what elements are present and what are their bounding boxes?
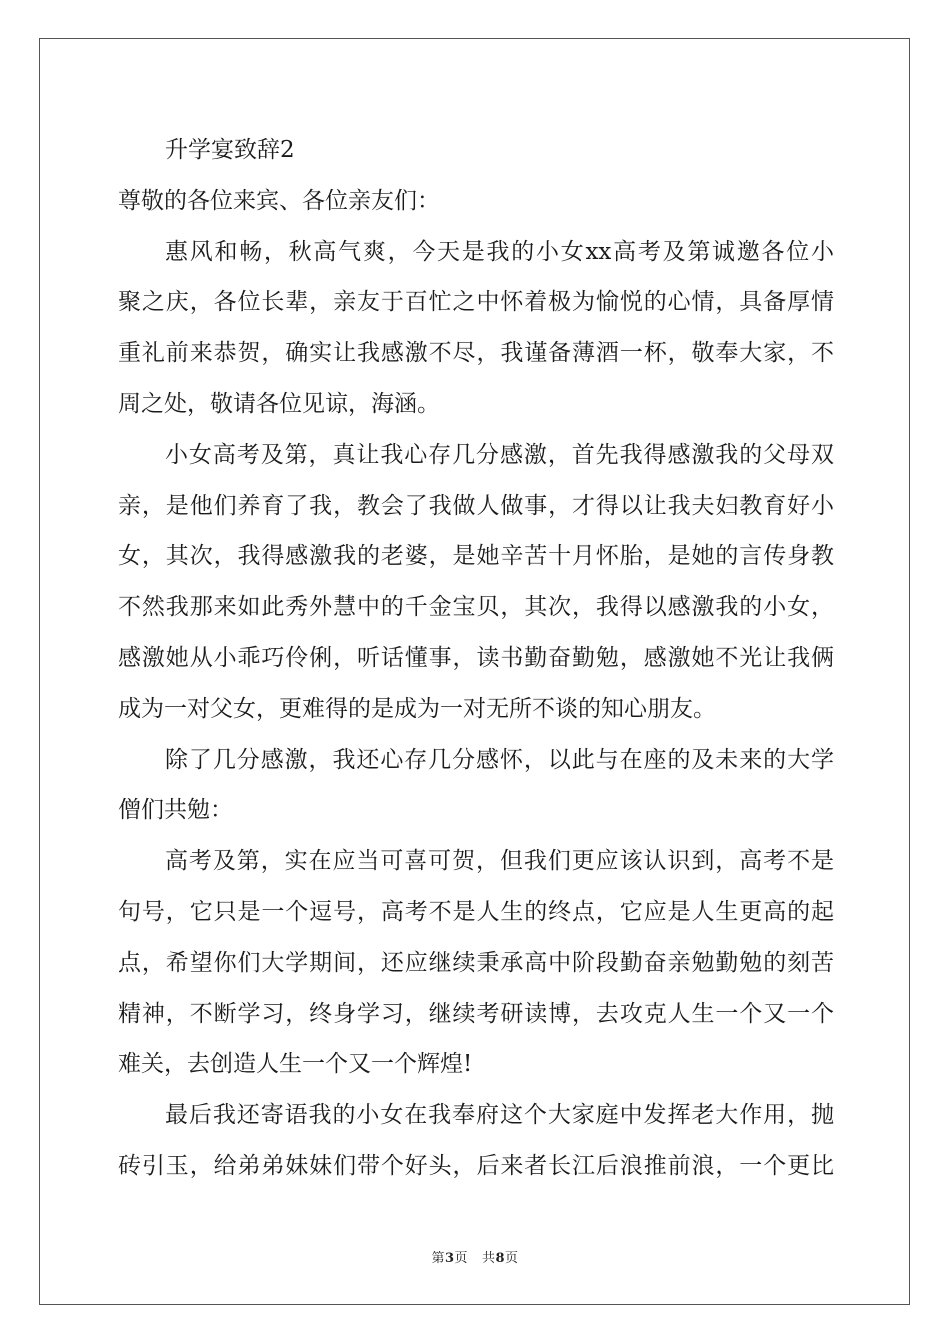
text-line: 除了几分感激，我还心存几分感怀，以此与在座的及未来的大学 <box>165 746 834 773</box>
footer-page-number: 3 <box>444 1251 455 1266</box>
text-line: 成为一对父女，更难得的是成为一对无所不谈的知心朋友。 <box>118 695 716 722</box>
footer-total-prefix: 共 <box>481 1251 496 1266</box>
text-line: 重礼前来恭贺，确实让我感激不尽，我谨备薄酒一杯，敬奉大家，不 <box>118 340 834 367</box>
text-line: 最后我还寄语我的小女在我奉府这个大家庭中发挥老大作用，抛 <box>165 1102 834 1129</box>
text-line: 精神，不断学习，终身学习，继续考研读博，去攻克人生一个又一个 <box>118 1000 834 1027</box>
page-footer <box>0 1247 950 1266</box>
text-line: 惠风和畅，秋高气爽，今天是我的小女xx高考及第诚邀各位小 <box>165 238 834 265</box>
text-line: 聚之庆，各位长辈，亲友于百忙之中怀着极为愉悦的心情，具备厚情 <box>118 289 834 316</box>
text-line: 点，希望你们大学期间，还应继续秉承高中阶段勤奋亲勉勤勉的刻苦 <box>118 949 834 976</box>
footer-total-suffix: 页 <box>505 1251 519 1266</box>
text-line: 句号，它只是一个逗号，高考不是人生的终点，它应是人生更高的起 <box>118 898 834 925</box>
text-line: 亲，是他们养育了我，教会了我做人做事，才得以让我夫妇教育好小 <box>118 492 834 519</box>
text-line: 女，其次，我得感激我的老婆，是她辛苦十月怀胎，是她的言传身教 <box>118 543 834 570</box>
text-line: 不然我那来如此秀外慧中的千金宝贝，其次，我得以感激我的小女， <box>118 594 834 621</box>
text-line: 感激她从小乖巧伶俐，听话懂事，读书勤奋勤勉，感激她不光让我俩 <box>118 644 834 671</box>
text-line: 僧们共勉： <box>118 797 233 824</box>
footer-page-prefix: 第 <box>431 1251 445 1266</box>
text-line: 尊敬的各位来宾、各位亲友们： <box>118 187 440 214</box>
text-line: 砖引玉，给弟弟妹妹们带个好头，后来者长江后浪推前浪，一个更比 <box>118 1152 834 1179</box>
text-line: 高考及第，实在应当可喜可贺，但我们更应该认识到，高考不是 <box>165 848 834 875</box>
text-line: 升学宴致辞2 <box>165 137 295 163</box>
footer-total-pages: 8 <box>495 1251 506 1266</box>
text-line: 难关，去创造人生一个又一个辉煌! <box>118 1051 473 1078</box>
text-line: 周之处，敬请各位见谅，海涵。 <box>118 390 440 417</box>
text-line: 小女高考及第，真让我心存几分感激，首先我得感激我的父母双 <box>165 441 834 468</box>
footer-page-suffix: 页 <box>454 1251 469 1266</box>
document-body <box>118 130 834 1197</box>
